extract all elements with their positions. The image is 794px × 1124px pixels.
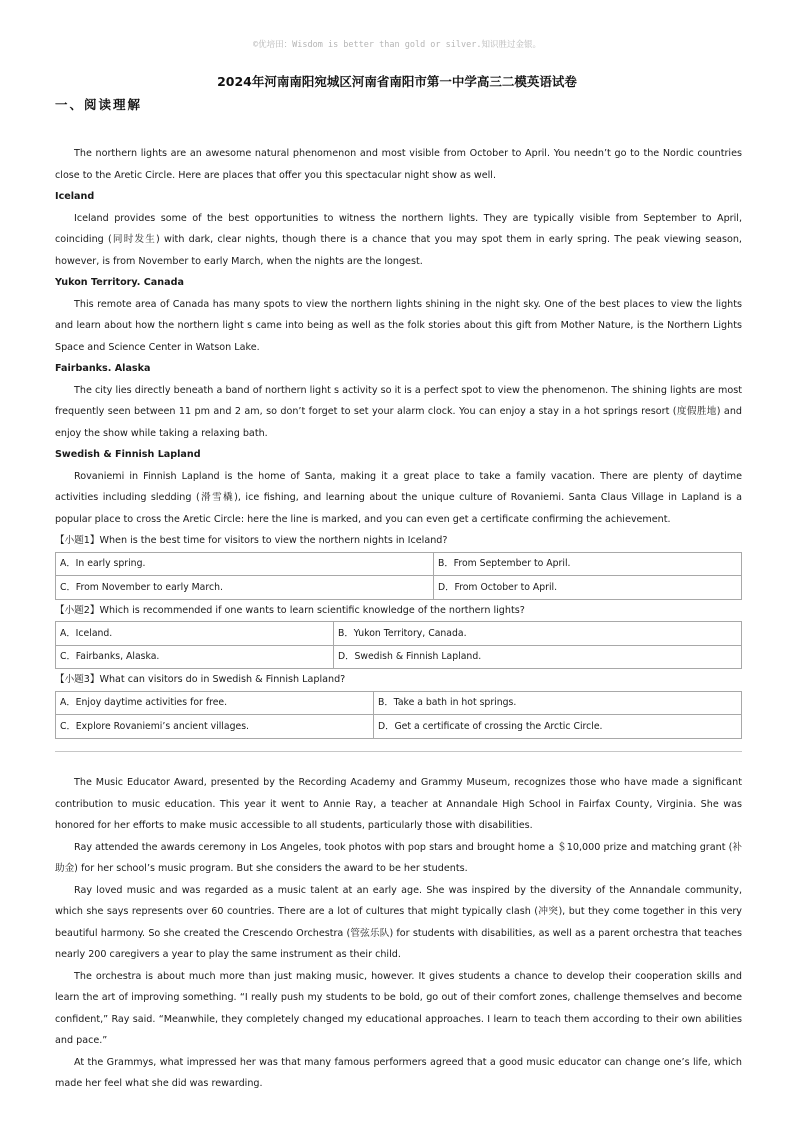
question-2-stem: 【小题2】Which is recommended if one wants to learn scientific knowledge of the northern lights? bbox=[55, 604, 525, 616]
section-divider bbox=[55, 751, 742, 752]
option-d[interactable]: D．Swedish & Finnish Lapland. bbox=[334, 645, 742, 669]
question-1-stem: 【小题1】When is the best time for visitors to view the northern nights in Iceland? bbox=[55, 535, 448, 546]
option-a[interactable]: A．In early spring. bbox=[56, 552, 434, 576]
page-title: 2024年河南南阳宛城区河南省南阳市第一中学高三二模英语试卷 bbox=[217, 74, 577, 89]
question-1-options bbox=[55, 552, 742, 600]
passage-2-paragraph: The orchestra is about much more than just making music, however. It gives students a chance to develop their cooperation skills and learn the art of improving something. “I really push my students to be bold, go out of their comfort zones, challenge themselves and become confident,” Ray said. “Meanwhile, they completely changed my educational approaches. I learn to teach them according to their own abilities and pace.” bbox=[55, 970, 742, 1046]
passage-1-intro: The northern lights are an awesome natural phenomenon and most visible from October to April. You needn’t go to the Nordic countries close to the Aretic Circle. Here are places that offer you this spectacular night show as well. bbox=[55, 148, 742, 181]
option-a[interactable]: A．Iceland. bbox=[56, 622, 334, 646]
place-heading: Swedish & Finnish Lapland bbox=[55, 449, 201, 460]
question-3-options bbox=[55, 691, 742, 739]
place-heading: Fairbanks. Alaska bbox=[55, 363, 151, 374]
passage-2 bbox=[55, 772, 742, 1095]
passage-2-paragraph: The Music Educator Award, presented by the Recording Academy and Grammy Museum, recognizes those who have made a significant contribution to music education. This year it went to Annie Ray, a teacher at Annandale High School in Fairfax County, Virginia. She was honored for her efforts to make music accessible to all students, particularly those with disabilities. bbox=[55, 777, 742, 831]
place-paragraph: The city lies directly beneath a band of northern light s activity so it is a perfect spot to view the phenomenon. The shining lights are most frequently seen between 11 pm and 2 am, so don’t forget to set your alarm clock. You can enjoy a stay in a hot springs resort (度假胜地) and enjoy the show while taking a relaxing bath. bbox=[55, 384, 742, 439]
option-c[interactable]: C．Fairbanks, Alaska. bbox=[56, 645, 334, 669]
place-heading: Iceland bbox=[55, 191, 95, 202]
place-paragraph: This remote area of Canada has many spots to view the northern lights shining in the night sky. One of the best places to view the lights and learn about how the northern light s came into being as well as the folk stories about this gift from Mother Nature, is the Northern Lights Space and Science Center in Watson Lake. bbox=[55, 298, 742, 353]
place-paragraph: Rovaniemi in Finnish Lapland is the home of Santa, making it a great place to take a family vacation. There are plenty of daytime activities including sledding (滑雪橇), ice fishing, and learning about the unique culture of Rovaniemi. Santa Claus Village in Lapland is a popular place to cross the Aretic Circle: here the line is marked, and you can even get a certificate confirming the achievement. bbox=[55, 470, 742, 525]
option-b[interactable]: B．Yukon Territory, Canada. bbox=[334, 622, 742, 646]
option-b[interactable]: B．From September to April. bbox=[434, 552, 742, 576]
passage-2-paragraph: Ray attended the awards ceremony in Los Angeles, took photos with pop stars and brought home a ＄10,000 prize and matching grant (补助金) for her school’s music program. But she considers the award to be her students. bbox=[55, 841, 742, 874]
question-2-options bbox=[55, 621, 742, 669]
section-heading: 一、阅读理解 bbox=[55, 97, 143, 112]
passage-2-paragraph: At the Grammys, what impressed her was that many famous performers agreed that a good music educator can change one’s life, which made her feel what she did was rewarding. bbox=[55, 1056, 742, 1089]
option-c[interactable]: C．Explore Rovaniemi’s ancient villages. bbox=[56, 715, 374, 739]
option-a[interactable]: A．Enjoy daytime activities for free. bbox=[56, 691, 374, 715]
option-b[interactable]: B．Take a bath in hot springs. bbox=[374, 691, 742, 715]
watermark: ©优培田：Wisdom is better than gold or silver.知识胜过金银。 bbox=[253, 40, 541, 50]
question-3-stem: 【小题3】What can visitors do in Swedish & Finnish Lapland? bbox=[55, 674, 346, 685]
place-paragraph: Iceland provides some of the best opportunities to witness the northern lights. They are typically visible from September to April, coinciding (同时发生) with dark, clear nights, though there is a chance that you may spot them in early spring. The peak viewing season, however, is from November to early March, when the nights are the longest. bbox=[55, 212, 742, 267]
place-heading: Yukon Territory. Canada bbox=[55, 277, 184, 288]
passage-1 bbox=[55, 143, 742, 752]
passage-2-paragraph: Ray loved music and was regarded as a music talent at an early age. She was inspired by the diversity of the Annandale community, which she says represents over 60 countries. There are a lot of cultures that might typically clash (冲突), but they come together in this very beautiful harmony. So she created the Crescendo Orchestra (管弦乐队) for students with disabilities, as well as a parent orchestra that teaches nearly 200 caregivers a year to play the same instrument as their child. bbox=[55, 884, 742, 960]
option-d[interactable]: D．Get a certificate of crossing the Arctic Circle. bbox=[374, 715, 742, 739]
option-c[interactable]: C．From November to early March. bbox=[56, 576, 434, 600]
option-d[interactable]: D．From October to April. bbox=[434, 576, 742, 600]
